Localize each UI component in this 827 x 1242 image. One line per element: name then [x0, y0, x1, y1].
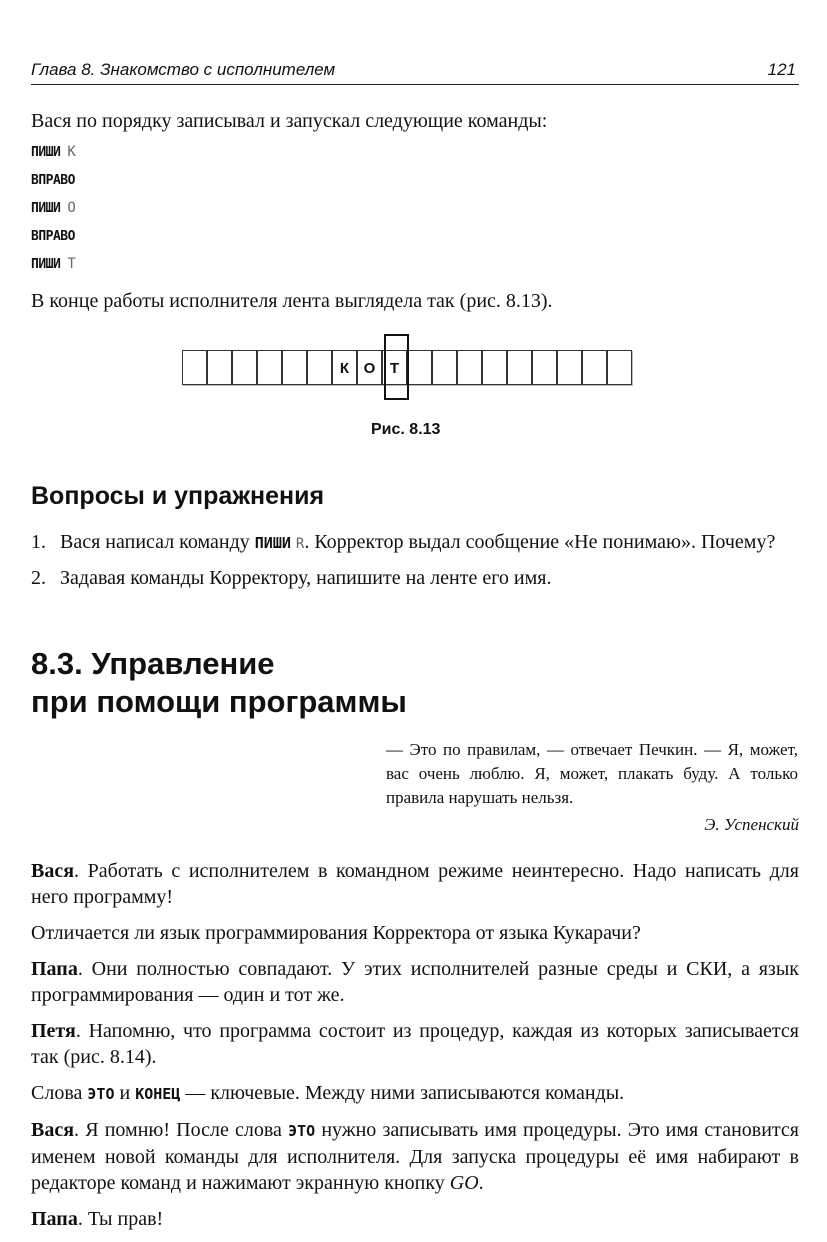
- paragraph-text: и: [114, 1082, 136, 1104]
- inline-keyword: ПИШИ: [254, 534, 291, 552]
- question-text: Вася написал команду: [60, 531, 255, 553]
- command-list: [31, 142, 82, 282]
- command-keyword: ПИШИ: [31, 201, 61, 216]
- tape-cell: [457, 350, 482, 385]
- command-keyword: ВПРАВО: [31, 229, 75, 244]
- inline-arg: R: [295, 536, 305, 552]
- paragraph-text: .: [478, 1172, 484, 1194]
- page-number: 121: [767, 60, 796, 79]
- tape-cell: [182, 350, 207, 385]
- tape-cell: [432, 350, 457, 385]
- epigraph-quote: — Это по правилам, — отвечает Печкин. — Я, может, вас очень люблю. Я, может, плакать буду. А только правила нарушать нельзя.: [386, 740, 798, 807]
- tape-cell: [257, 350, 282, 385]
- command-arg: О: [67, 200, 76, 216]
- tape-cell: [507, 350, 532, 385]
- paragraph: [31, 956, 799, 1008]
- command-keyword: ПИШИ: [31, 145, 61, 160]
- speaker-name: Вася: [31, 1119, 75, 1141]
- command-arg: К: [67, 144, 76, 160]
- command-line: [31, 142, 82, 170]
- question-text: Задавая команды Корректору, напишите на ленте его имя.: [60, 567, 552, 589]
- tape-cell: [532, 350, 557, 385]
- inline-keyword: ЭТО: [288, 1122, 316, 1140]
- paragraph-text: . Напомню, что программа состоит из процедур, каждая из которых записывается так (рис. 8.14).: [31, 1020, 799, 1068]
- tape-cell: [482, 350, 507, 385]
- tape-figure: [182, 350, 662, 387]
- command-keyword: ПИШИ: [31, 257, 61, 272]
- question-item: [31, 529, 799, 557]
- paragraph: Отличается ли язык программирования Корректора от языка Кукарачи?: [31, 922, 641, 944]
- running-header: [31, 58, 799, 85]
- question-number: 1.: [31, 531, 46, 553]
- speaker-name: Петя: [31, 1020, 76, 1042]
- paragraph-text: нужно записывать имя процедуры. Это имя становится именем новой команды для исполнителя. Для запуска процедуры её имя набирают в редакторе команд и нажимают экранную кнопку: [31, 1119, 799, 1194]
- paragraph-text: . Ты прав!: [77, 1208, 164, 1230]
- paragraph: [31, 1018, 799, 1070]
- tape-cell: [282, 350, 307, 385]
- tape-cursor: [384, 334, 409, 400]
- paragraph: [31, 1080, 799, 1107]
- figure-caption: Рис. 8.13: [371, 421, 441, 438]
- chapter-title: Глава 8. Знакомство с исполнителем: [31, 60, 336, 79]
- section-heading-line: при помощи программы: [31, 684, 407, 719]
- inline-keyword: ЭТО: [87, 1085, 115, 1103]
- paragraph-text: . Я помню! После слова: [74, 1119, 289, 1141]
- tape-cell: [307, 350, 332, 385]
- inline-keyword: КОНЕЦ: [135, 1085, 181, 1103]
- tape-cell: [557, 350, 582, 385]
- tape-cell: [607, 350, 632, 385]
- question-item: [31, 565, 799, 591]
- paragraph-text: . Работать с исполнителем в командном режиме неинтересно. Надо написать для него программу!: [31, 860, 799, 908]
- questions-list: [31, 529, 799, 591]
- section-heading: [31, 645, 407, 721]
- command-arg: Т: [67, 256, 76, 272]
- speaker-name: Вася: [31, 860, 75, 882]
- paragraph: [31, 1206, 799, 1232]
- command-line: [31, 170, 82, 198]
- section-heading-line: 8.3. Управление: [31, 646, 275, 681]
- command-line: [31, 254, 82, 282]
- tape-cell: [232, 350, 257, 385]
- command-line: [31, 198, 82, 226]
- paragraph-text: . Они полностью совпадают. У этих исполнителей разные среды и СКИ, а язык программирования — один и тот же.: [31, 958, 799, 1006]
- intro-paragraph: Вася по порядку записывал и запускал следующие команды:: [31, 110, 548, 132]
- command-keyword: ВПРАВО: [31, 173, 75, 188]
- paragraph: [31, 858, 799, 910]
- dialogue-body: [31, 858, 799, 1242]
- epigraph-author: Э. Успенский: [704, 815, 799, 834]
- go-button-label: GO: [449, 1172, 479, 1194]
- speaker-name: Папа: [31, 958, 78, 980]
- tape-cell: [582, 350, 607, 385]
- paragraph-text: — ключевые. Между ними записываются команды.: [180, 1082, 625, 1104]
- paragraph: [31, 1117, 799, 1196]
- questions-heading: Вопросы и упражнения: [31, 482, 325, 510]
- tape-cell: К: [332, 350, 357, 385]
- tape-cell: О: [357, 350, 382, 385]
- question-number: 2.: [31, 567, 46, 589]
- paragraph-text: Слова: [31, 1082, 88, 1104]
- after-commands-paragraph: В конце работы исполнителя лента выглядела так (рис. 8.13).: [31, 290, 553, 312]
- question-text: . Корректор выдал сообщение «Не понимаю». Почему?: [304, 531, 776, 553]
- tape-cell: [407, 350, 432, 385]
- speaker-name: Папа: [31, 1208, 78, 1230]
- tape-cell: Т: [382, 350, 407, 385]
- command-line: [31, 226, 82, 254]
- tape-cell: [207, 350, 232, 385]
